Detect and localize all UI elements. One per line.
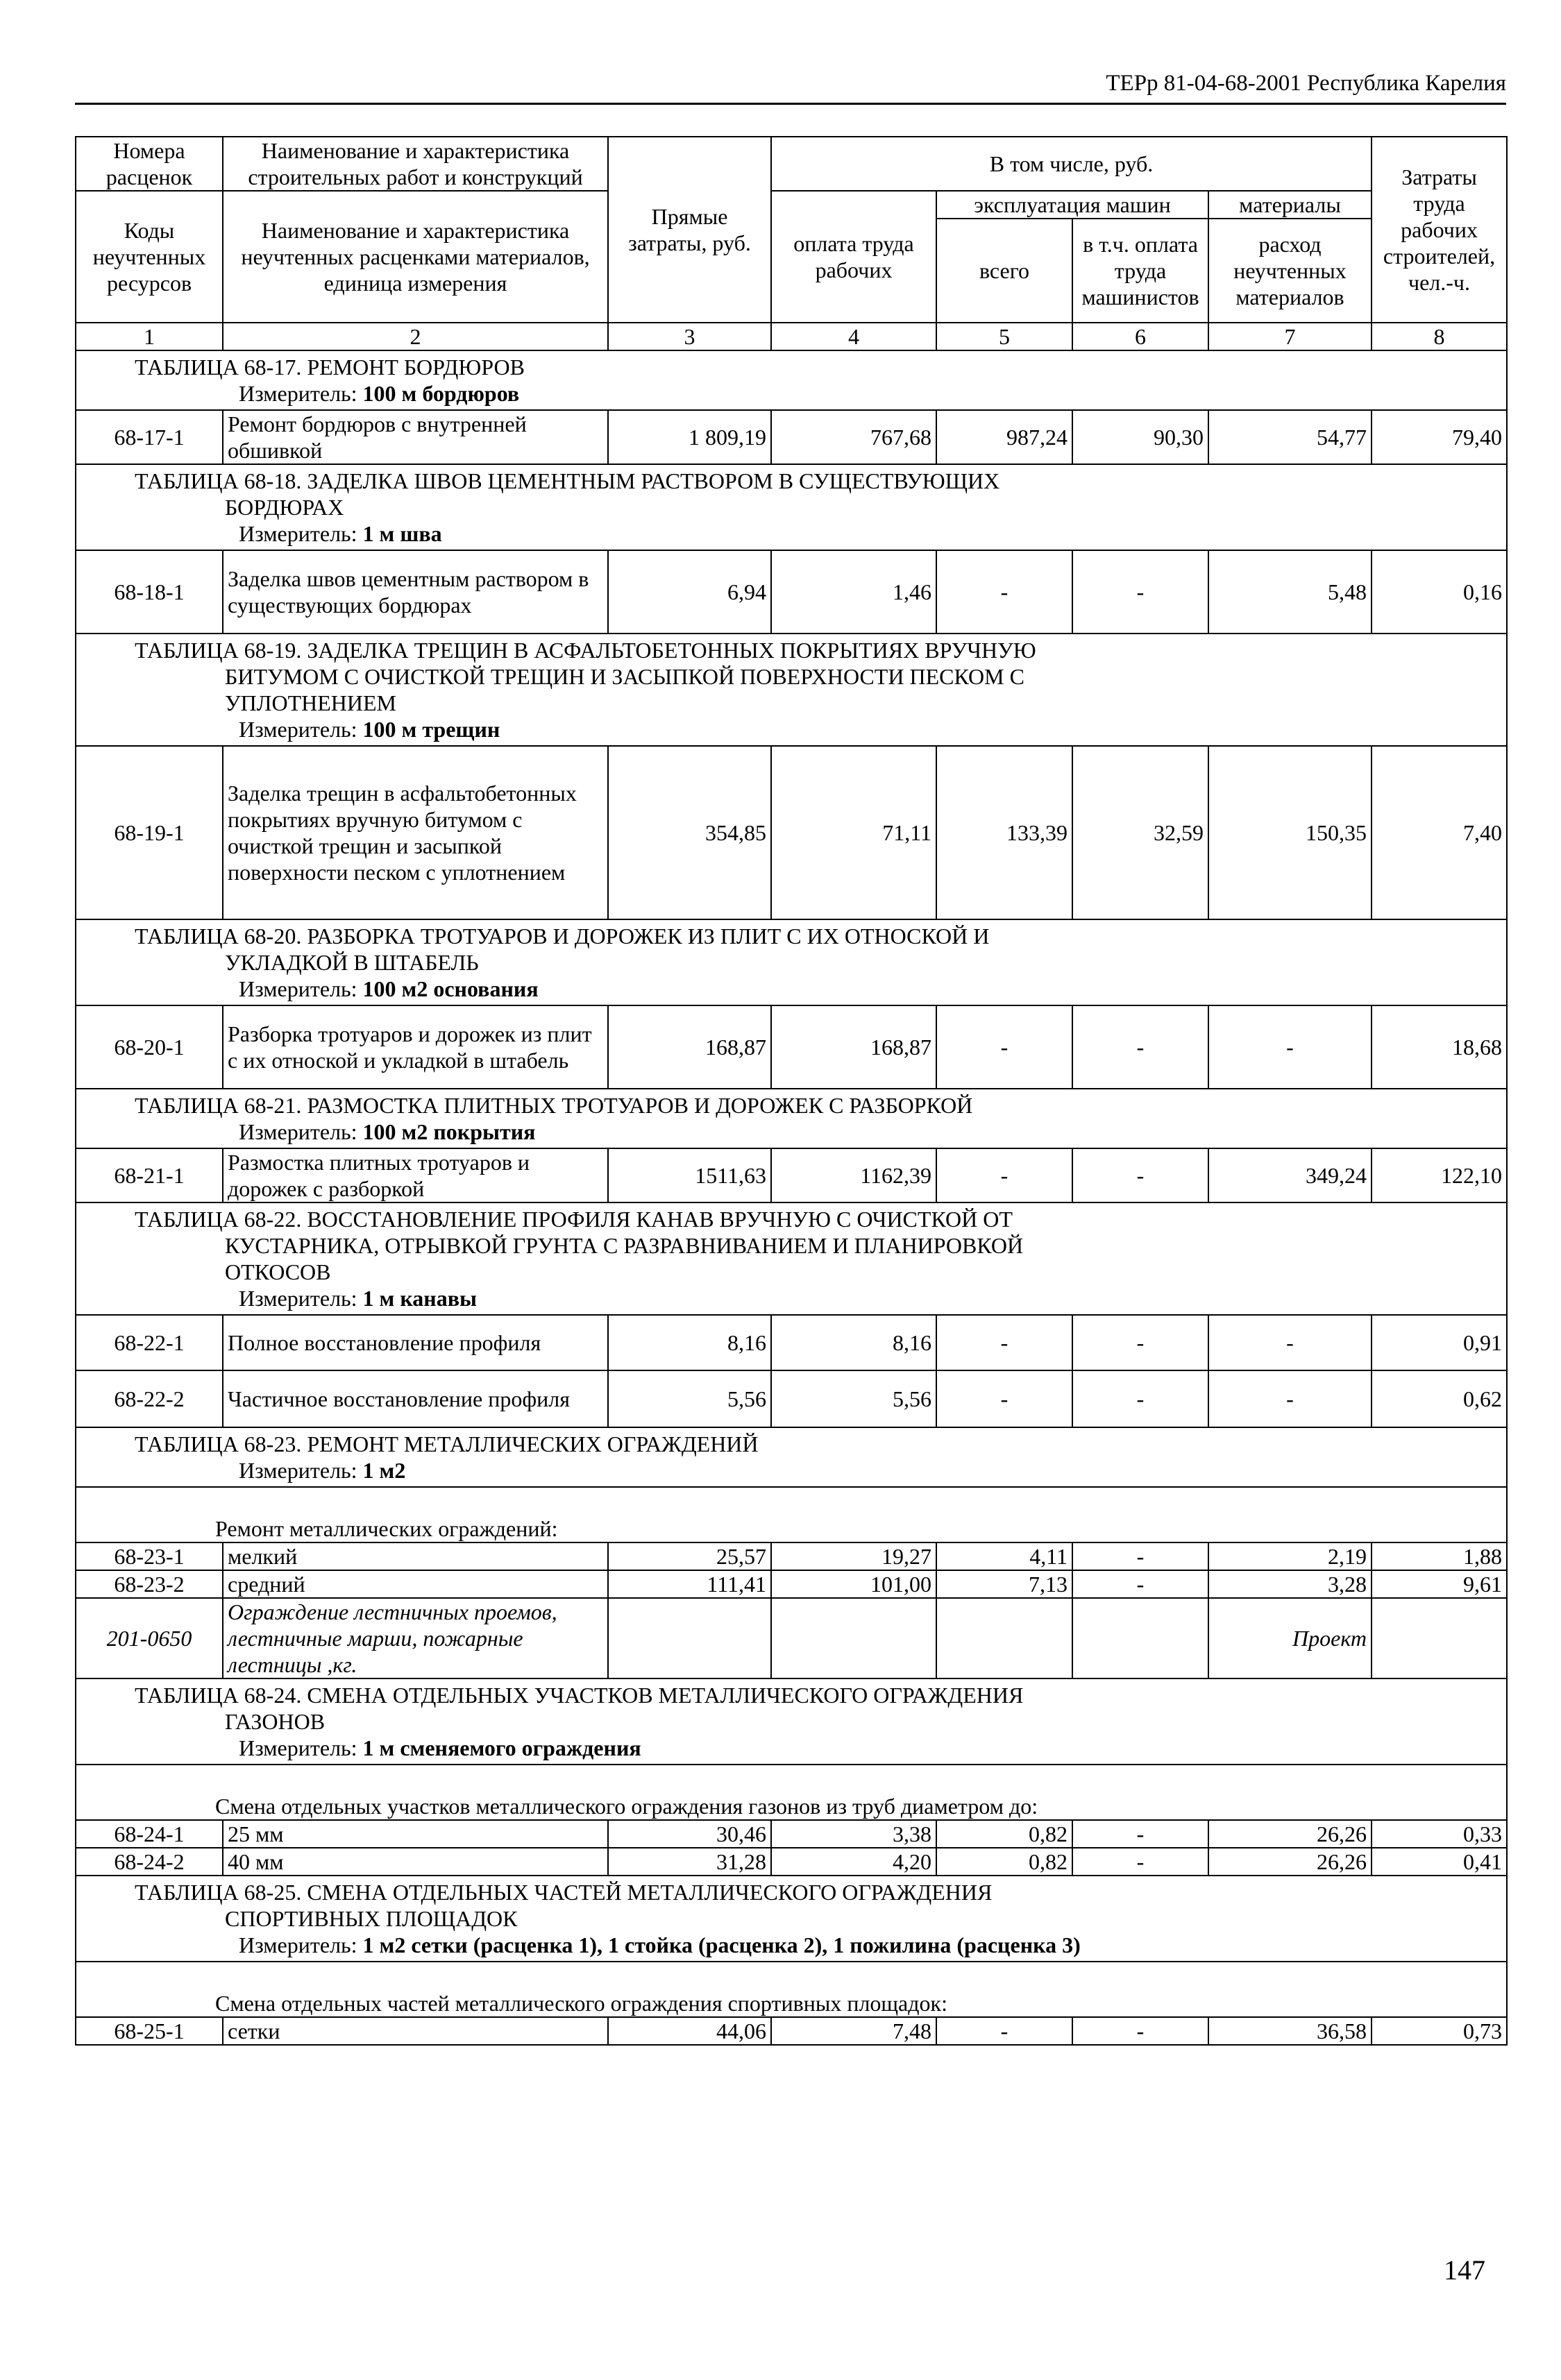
labor-cost: 3,38: [771, 1820, 936, 1848]
labor-cost: 71,11: [771, 746, 936, 919]
col-machines: эксплуатация машин: [936, 191, 1208, 219]
machine-cost: 7,13: [936, 1570, 1072, 1598]
labor-cost: 5,56: [771, 1370, 936, 1427]
labor-cost: 4,20: [771, 1848, 936, 1876]
col-name-bottom: Наименование и характеристика неучтенных расценками материалов, единица измерения: [223, 191, 608, 323]
machinist-labor: -: [1072, 1370, 1208, 1427]
table-row: [76, 1005, 1507, 1089]
measurement-unit: [76, 976, 1507, 1005]
table-row: [76, 1542, 1507, 1570]
table-row: [76, 410, 1507, 464]
machinist-labor: 90,30: [1072, 410, 1208, 464]
direct-costs: 5,56: [608, 1370, 771, 1427]
resource-material: Проект: [1208, 1598, 1372, 1678]
measurement-unit: [76, 520, 1507, 550]
measurement-label: Измеритель:: [239, 521, 357, 546]
col-hours: Затраты труда рабочих строителей, чел.-ч.: [1372, 137, 1507, 323]
col-code-bottom: Коды неучтенных ресурсов: [76, 191, 223, 323]
column-number: 7: [1208, 323, 1372, 350]
labor-hours: 7,40: [1372, 746, 1507, 919]
rate-code: 68-22-1: [76, 1315, 223, 1370]
table-title-line: ТАБЛИЦА 68-24. СМЕНА ОТДЕЛЬНЫХ УЧАСТКОВ МЕТАЛЛИЧЕСКОГО ОГРАЖДЕНИЯ: [135, 1683, 1024, 1708]
machinist-labor: -: [1072, 1570, 1208, 1598]
work-name: Заделка швов цементным раствором в существующих бордюрах: [223, 550, 608, 634]
table-row: [76, 1315, 1507, 1370]
table-title-line: ТАБЛИЦА 68-23. РЕМОНТ МЕТАЛЛИЧЕСКИХ ОГРАЖДЕНИЙ: [135, 1431, 759, 1456]
table-title: [76, 1202, 1507, 1285]
rate-code: 68-20-1: [76, 1005, 223, 1089]
spacer-row: [76, 1487, 1507, 1515]
column-number: 4: [771, 323, 936, 350]
table-row: [76, 550, 1507, 634]
column-number: 2: [223, 323, 608, 350]
material-cost: 26,26: [1208, 1848, 1372, 1876]
column-number: 3: [608, 323, 771, 350]
machine-cost: -: [936, 1315, 1072, 1370]
table-row: [76, 1820, 1507, 1848]
column-number: 1: [76, 323, 223, 350]
measurement-unit: [76, 1735, 1507, 1765]
machinist-labor: -: [1072, 1148, 1208, 1202]
col-direct: Прямые затраты, руб.: [608, 137, 771, 323]
table-row: [76, 1570, 1507, 1598]
machinist-labor: -: [1072, 1005, 1208, 1089]
labor-hours: 0,41: [1372, 1848, 1507, 1876]
work-name: 40 мм: [223, 1848, 608, 1876]
measurement-value: 1 м2: [362, 1458, 406, 1483]
labor-hours: 0,33: [1372, 1820, 1507, 1848]
machine-cost: -: [936, 2017, 1072, 2045]
measurement-label: Измеритель:: [239, 381, 357, 406]
table-title-line: УПЛОТНЕНИЕМ: [225, 690, 396, 715]
measurement-value: 100 м трещин: [362, 717, 500, 742]
table-title-line: БИТУМОМ С ОЧИСТКОЙ ТРЕЩИН И ЗАСЫПКОЙ ПОВЕРХНОСТИ ПЕСКОМ С: [225, 664, 1024, 689]
material-cost: -: [1208, 1370, 1372, 1427]
column-number: 5: [936, 323, 1072, 350]
labor-hours: 0,73: [1372, 2017, 1507, 2045]
table-title-line: БОРДЮРАХ: [225, 495, 344, 520]
material-cost: 5,48: [1208, 550, 1372, 634]
direct-costs: 1 809,19: [608, 410, 771, 464]
measurement-label: Измеритель:: [239, 976, 357, 1001]
direct-costs: 6,94: [608, 550, 771, 634]
rate-code: 68-25-1: [76, 2017, 223, 2045]
machine-cost: 987,24: [936, 410, 1072, 464]
rate-code: 68-24-2: [76, 1848, 223, 1876]
direct-costs: 44,06: [608, 2017, 771, 2045]
machine-cost: -: [936, 1148, 1072, 1202]
labor-hours: 1,88: [1372, 1542, 1507, 1570]
machine-cost: 0,82: [936, 1820, 1072, 1848]
table-title: [76, 1678, 1507, 1735]
machinist-labor: -: [1072, 1848, 1208, 1876]
rate-code: 68-23-1: [76, 1542, 223, 1570]
table-title: [76, 1427, 1507, 1457]
table-title: [76, 350, 1507, 380]
table-row: [76, 1848, 1507, 1876]
labor-cost: 1,46: [771, 550, 936, 634]
work-name: Разборка тротуаров и дорожек из плит с их отноской и укладкой в штабель: [223, 1005, 608, 1089]
empty-cell: [608, 1598, 771, 1678]
measurement-unit: [76, 380, 1507, 410]
work-name: Частичное восстановление профиля: [223, 1370, 608, 1427]
labor-cost: 8,16: [771, 1315, 936, 1370]
labor-hours: 0,91: [1372, 1315, 1507, 1370]
rate-code: 68-19-1: [76, 746, 223, 919]
measurement-unit: [76, 1457, 1507, 1487]
labor-cost: 767,68: [771, 410, 936, 464]
table-title-line: КУСТАРНИКА, ОТРЫВКОЙ ГРУНТА С РАЗРАВНИВАНИЕМ И ПЛАНИРОВКОЙ: [225, 1233, 1024, 1258]
machinist-labor: -: [1072, 1542, 1208, 1570]
machinist-labor: -: [1072, 1820, 1208, 1848]
table-title-line: ТАБЛИЦА 68-22. ВОССТАНОВЛЕНИЕ ПРОФИЛЯ КАНАВ ВРУЧНУЮ С ОЧИСТКОЙ ОТ: [135, 1207, 1013, 1232]
measurement-label: Измеритель:: [239, 717, 357, 742]
labor-hours: 18,68: [1372, 1005, 1507, 1089]
machine-cost: -: [936, 1005, 1072, 1089]
measurement-label: Измеритель:: [239, 1932, 357, 1957]
table-row: [76, 746, 1507, 919]
direct-costs: 30,46: [608, 1820, 771, 1848]
labor-hours: 79,40: [1372, 410, 1507, 464]
empty-cell: [771, 1598, 936, 1678]
table-title-line: УКЛАДКОЙ В ШТАБЕЛЬ: [225, 950, 479, 975]
rate-code: 68-17-1: [76, 410, 223, 464]
col-incl: В том числе, руб.: [771, 137, 1372, 191]
measurement-value: 100 м бордюров: [362, 381, 520, 406]
labor-hours: 122,10: [1372, 1148, 1507, 1202]
material-cost: 3,28: [1208, 1570, 1372, 1598]
measurement-value: 1 м сменяемого ограждения: [362, 1735, 641, 1760]
empty-cell: [936, 1598, 1072, 1678]
work-name: 25 мм: [223, 1820, 608, 1848]
measurement-unit: [76, 1119, 1507, 1148]
table-title-line: ТАБЛИЦА 68-18. ЗАДЕЛКА ШВОВ ЦЕМЕНТНЫМ РАСТВОРОМ В СУЩЕСТВУЮЩИХ: [135, 468, 1000, 493]
rate-code: 68-18-1: [76, 550, 223, 634]
col-materials: материалы: [1208, 191, 1372, 219]
table-title: [76, 919, 1507, 976]
material-cost: 36,58: [1208, 2017, 1372, 2045]
table-title-line: ТАБЛИЦА 68-20. РАЗБОРКА ТРОТУАРОВ И ДОРОЖЕК ИЗ ПЛИТ С ИХ ОТНОСКОЙ И: [135, 924, 990, 949]
material-cost: 349,24: [1208, 1148, 1372, 1202]
labor-hours: 0,16: [1372, 550, 1507, 634]
measurement-unit: [76, 1285, 1507, 1315]
col-code-top: Номера расценок: [76, 137, 223, 191]
labor-hours: 9,61: [1372, 1570, 1507, 1598]
material-cost: -: [1208, 1315, 1372, 1370]
column-number: 6: [1072, 323, 1208, 350]
table-title-line: ТАБЛИЦА 68-25. СМЕНА ОТДЕЛЬНЫХ ЧАСТЕЙ МЕТАЛЛИЧЕСКОГО ОГРАЖДЕНИЯ: [135, 1880, 993, 1905]
labor-cost: 19,27: [771, 1542, 936, 1570]
measurement-value: 100 м2 покрытия: [362, 1119, 536, 1144]
col-mat-unacc: расход неучтенных материалов: [1208, 219, 1372, 323]
machine-cost: 0,82: [936, 1848, 1072, 1876]
direct-costs: 354,85: [608, 746, 771, 919]
empty-cell: [1072, 1598, 1208, 1678]
col-mach-total: всего: [936, 219, 1072, 323]
table-title-line: СПОРТИВНЫХ ПЛОЩАДОК: [225, 1906, 518, 1931]
col-labor: оплата труда рабочих: [771, 191, 936, 323]
material-cost: 54,77: [1208, 410, 1372, 464]
direct-costs: 31,28: [608, 1848, 771, 1876]
direct-costs: 168,87: [608, 1005, 771, 1089]
material-cost: 150,35: [1208, 746, 1372, 919]
page-number: 147: [1444, 2254, 1485, 2286]
table-row: [76, 2017, 1507, 2045]
price-table: [75, 136, 1508, 2046]
material-cost: -: [1208, 1005, 1372, 1089]
work-name: Ремонт бордюров с внутренней обшивкой: [223, 410, 608, 464]
work-name: мелкий: [223, 1542, 608, 1570]
work-name: Заделка трещин в асфальтобетонных покрытиях вручную битумом с очисткой трещин и засыпкой поверхности песком с уплотнением: [223, 746, 608, 919]
machine-cost: 4,11: [936, 1542, 1072, 1570]
col-mach-labor: в т.ч. оплата труда машинистов: [1072, 219, 1208, 323]
work-name: средний: [223, 1570, 608, 1598]
labor-cost: 7,48: [771, 2017, 936, 2045]
machinist-labor: -: [1072, 1315, 1208, 1370]
measurement-value: 1 м канавы: [362, 1286, 477, 1311]
labor-cost: 168,87: [771, 1005, 936, 1089]
measurement-value: 1 м шва: [362, 521, 442, 546]
labor-cost: 101,00: [771, 1570, 936, 1598]
work-name: Полное восстановление профиля: [223, 1315, 608, 1370]
material-cost: 2,19: [1208, 1542, 1372, 1570]
measurement-value: 100 м2 основания: [362, 976, 539, 1001]
direct-costs: 25,57: [608, 1542, 771, 1570]
table-title: [76, 464, 1507, 520]
measurement-unit: [76, 1932, 1507, 1962]
table-title-line: ТАБЛИЦА 68-19. ЗАДЕЛКА ТРЕЩИН В АСФАЛЬТОБЕТОННЫХ ПОКРЫТИЯХ ВРУЧНУЮ: [135, 638, 1036, 663]
direct-costs: 8,16: [608, 1315, 771, 1370]
table-title-line: ОТКОСОВ: [225, 1259, 331, 1284]
material-cost: 26,26: [1208, 1820, 1372, 1848]
group-subheader: Ремонт металлических ограждений:: [76, 1515, 1507, 1542]
rate-code: 68-22-2: [76, 1370, 223, 1427]
machinist-labor: 32,59: [1072, 746, 1208, 919]
resource-name: Ограждение лестничных проемов, лестничные марши, пожарные лестницы ,кг.: [223, 1598, 608, 1678]
col-name-top: Наименование и характеристика строительных работ и конструкций: [223, 137, 608, 191]
table-title-line: ГАЗОНОВ: [225, 1709, 326, 1734]
spacer-row: [76, 1962, 1507, 1990]
measurement-value: 1 м2 сетки (расценка 1), 1 стойка (расценка 2), 1 пожилина (расценка 3): [362, 1932, 1081, 1957]
table-title: [76, 1089, 1507, 1119]
machine-cost: -: [936, 550, 1072, 634]
table-row: [76, 1148, 1507, 1202]
machine-cost: 133,39: [936, 746, 1072, 919]
running-header: ТЕРр 81-04-68-2001 Республика Карелия: [75, 69, 1506, 105]
measurement-label: Измеритель:: [239, 1119, 357, 1144]
table-title: [76, 634, 1507, 716]
group-subheader: Смена отдельных участков металлического ограждения газонов из труб диаметром до:: [76, 1793, 1507, 1820]
machine-cost: -: [936, 1370, 1072, 1427]
resource-row: [76, 1598, 1507, 1678]
direct-costs: 1511,63: [608, 1148, 771, 1202]
group-subheader: Смена отдельных частей металлического ограждения спортивных площадок:: [76, 1990, 1507, 2017]
rate-code: 68-23-2: [76, 1570, 223, 1598]
table-title-line: ТАБЛИЦА 68-21. РАЗМОСТКА ПЛИТНЫХ ТРОТУАРОВ И ДОРОЖЕК С РАЗБОРКОЙ: [135, 1093, 973, 1118]
labor-cost: 1162,39: [771, 1148, 936, 1202]
empty-cell: [1372, 1598, 1507, 1678]
rate-code: 68-24-1: [76, 1820, 223, 1848]
measurement-label: Измеритель:: [239, 1735, 357, 1760]
column-number: 8: [1372, 323, 1507, 350]
spacer-row: [76, 1765, 1507, 1793]
table-title-line: ТАБЛИЦА 68-17. РЕМОНТ БОРДЮРОВ: [135, 355, 525, 380]
work-name: сетки: [223, 2017, 608, 2045]
machinist-labor: -: [1072, 550, 1208, 634]
measurement-label: Измеритель:: [239, 1458, 357, 1483]
rate-code: 68-21-1: [76, 1148, 223, 1202]
table-title: [76, 1876, 1507, 1932]
resource-code: 201-0650: [76, 1598, 223, 1678]
direct-costs: 111,41: [608, 1570, 771, 1598]
measurement-label: Измеритель:: [239, 1286, 357, 1311]
work-name: Размостка плитных тротуаров и дорожек с разборкой: [223, 1148, 608, 1202]
labor-hours: 0,62: [1372, 1370, 1507, 1427]
measurement-unit: [76, 716, 1507, 746]
table-row: [76, 1370, 1507, 1427]
machinist-labor: -: [1072, 2017, 1208, 2045]
